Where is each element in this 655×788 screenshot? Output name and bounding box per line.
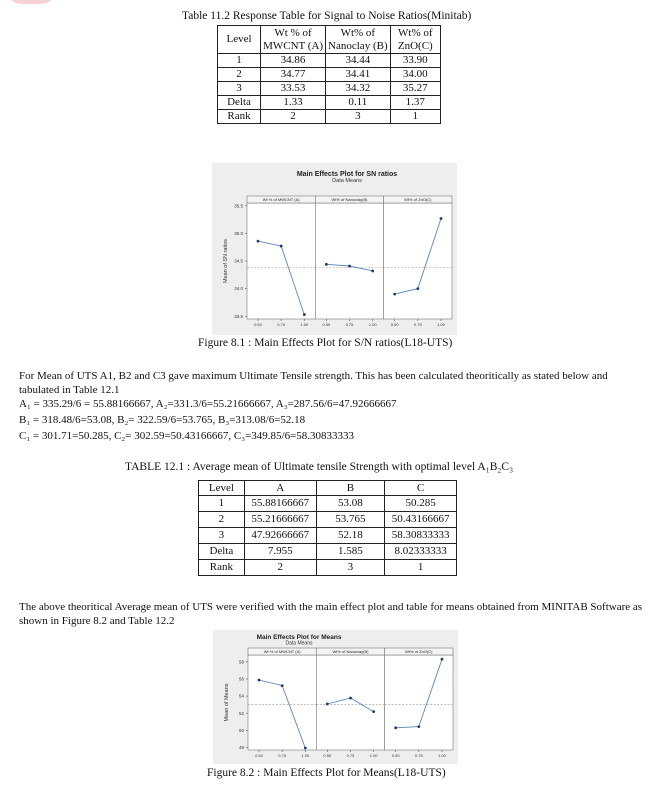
y-tick-label: 48 [238, 745, 244, 751]
data-point [349, 697, 352, 700]
data-point [371, 270, 374, 273]
table-row: Delta 7.955 1.585 8.02333333 [199, 544, 457, 560]
panel-label: Wt % of MWCNT (A) [263, 649, 301, 654]
data-point [417, 725, 420, 728]
y-tick-label: 34.0 [234, 286, 243, 292]
paragraph-verification: The above theoritical Average mean of UTS were verified with the main effect plot and table for means obtained from MINITAB Software as shown in Figure 8.2 and Table 12.2 [19, 601, 643, 627]
panel [248, 655, 316, 750]
data-point [394, 726, 397, 729]
x-tick-label: 1.00 [437, 322, 445, 327]
chart-title: Main Effects Plot for Means [256, 634, 342, 641]
data-point [393, 293, 396, 296]
data-point [304, 747, 307, 750]
x-tick-label: 0.50 [390, 322, 399, 327]
data-point [372, 710, 375, 713]
x-tick-label: 0.75 [346, 753, 355, 758]
header-cell-a: Wt % of MWCNT (A) [261, 26, 326, 54]
table-header-row: Level A B C [199, 481, 457, 496]
panel-label: Wt% of ZnO(C) [405, 649, 433, 654]
x-tick-label: 0.75 [413, 322, 422, 327]
table-11-2-caption: Table 11.2 Response Table for Signal to Noise Ratios(Minitab) [182, 10, 472, 22]
panel [316, 655, 384, 750]
data-point [348, 265, 351, 268]
table-row: 1 55.88166667 53.08 50.285 [199, 496, 457, 512]
x-tick-label: 0.75 [277, 322, 286, 327]
x-tick-label: 0.50 [255, 753, 263, 758]
header-cell-level: Level [218, 26, 261, 54]
line-a-values: A₁ = 335.29/6 = 55.88166667, A₂=331.3/6=55.21666667, A₃=287.56/6=47.92666667 [19, 398, 397, 410]
main-effects-means-chart [213, 630, 458, 764]
y-tick-label: 35.5 [234, 203, 243, 209]
table-row: Delta 1.33 0.11 1.37 [218, 96, 441, 110]
table-row: 3 47.92666667 52.18 58.30833333 [199, 528, 457, 544]
x-tick-label: 0.75 [414, 753, 423, 758]
table-row: 3 33.53 34.32 35.27 [218, 82, 441, 96]
main-effects-sn-chart [212, 163, 457, 335]
x-tick-label: 1.00 [369, 753, 378, 758]
x-tick-label: 0.50 [254, 322, 262, 327]
table-row: Rank 2 3 1 [199, 560, 457, 576]
x-tick-label: 0.50 [323, 753, 332, 758]
table-row: 2 55.21666667 53.765 50.43166667 [199, 512, 457, 528]
x-tick-label: 0.50 [322, 322, 331, 327]
chart-title: Main Effects Plot for SN ratios [296, 171, 398, 178]
table-row: 1 34.86 34.44 33.90 [218, 54, 441, 68]
panel-label: Wt% of ZnO(C) [404, 197, 432, 202]
x-tick-label: 1.00 [301, 753, 310, 758]
x-tick-label: 1.00 [300, 322, 309, 327]
data-point [440, 217, 443, 220]
data-point [326, 703, 329, 706]
table-row: 2 34.77 34.41 34.00 [218, 68, 441, 82]
data-point [257, 240, 260, 243]
table-row: Rank 2 3 1 [218, 110, 441, 124]
chart-subtitle: Data Means [332, 178, 362, 184]
data-point [416, 287, 419, 290]
y-tick-label: 56 [238, 676, 244, 682]
header-cell-c: Wt% of ZnO(C) [390, 26, 440, 54]
logo-fragment [4, 0, 58, 4]
table-12-1 [198, 480, 457, 576]
data-point [280, 245, 283, 248]
panel [247, 203, 315, 319]
paragraph-uts-mean: For Mean of UTS A1, B2 and C3 gave maximum Ultimate Tensile strength. This has been calculated theoritically as stated below and tabulated in Table 12.1 [19, 370, 608, 396]
x-tick-label: 0.75 [278, 753, 287, 758]
panel [315, 203, 383, 319]
panel-label: Wt % of MWCNT (A) [262, 197, 300, 202]
data-point [325, 263, 328, 266]
panel-label: Wt% of Nanoclay(B) [331, 197, 368, 202]
x-tick-label: 1.00 [438, 753, 446, 758]
panel [384, 203, 452, 319]
data-point [281, 684, 284, 687]
y-tick-label: 58 [238, 659, 244, 665]
chart-subtitle: Data Means [285, 640, 313, 647]
y-tick-label: 33.5 [234, 313, 243, 319]
y-tick-label: 50 [238, 727, 244, 733]
data-point [441, 658, 444, 661]
y-tick-label: 52 [238, 710, 244, 716]
x-tick-label: 0.75 [345, 322, 354, 327]
data-point [303, 313, 306, 316]
table-12-1-caption: TABLE 12.1 : Average mean of Ultimate tensile Strength with optimal level A₁B₂C₃ [125, 461, 514, 473]
figure-8-1-caption: Figure 8.1 : Main Effects Plot for S/N ratios(L18-UTS) [198, 337, 453, 349]
data-point [258, 679, 261, 682]
line-c-values: C₁ = 301.71=50.285, C₂= 302.59=50.43166667, C₃=349.85/6=58.30833333 [19, 430, 355, 442]
x-tick-label: 0.50 [391, 753, 400, 758]
x-tick-label: 1.00 [368, 322, 377, 327]
panel [385, 655, 453, 750]
y-tick-label: 34.5 [234, 258, 243, 264]
y-tick-label: 35.0 [234, 230, 243, 236]
y-tick-label: 54 [238, 693, 244, 699]
header-cell-b: Wt% of Nanoclay (B) [326, 26, 391, 54]
figure-8-2-caption: Figure 8.2 : Main Effects Plot for Means(L18-UTS) [207, 767, 446, 779]
line-b-values: B₁ = 318.48/6=53.08, B₂= 322.59/6=53.765, B₃=313.08/6=52.18 [19, 414, 306, 426]
y-axis-label: Mean of SN ratios [223, 238, 229, 284]
table-11-2 [217, 25, 441, 124]
panel-label: Wt% of Nanoclay(B) [332, 649, 369, 654]
y-axis-label: Mean of Means [224, 683, 230, 722]
